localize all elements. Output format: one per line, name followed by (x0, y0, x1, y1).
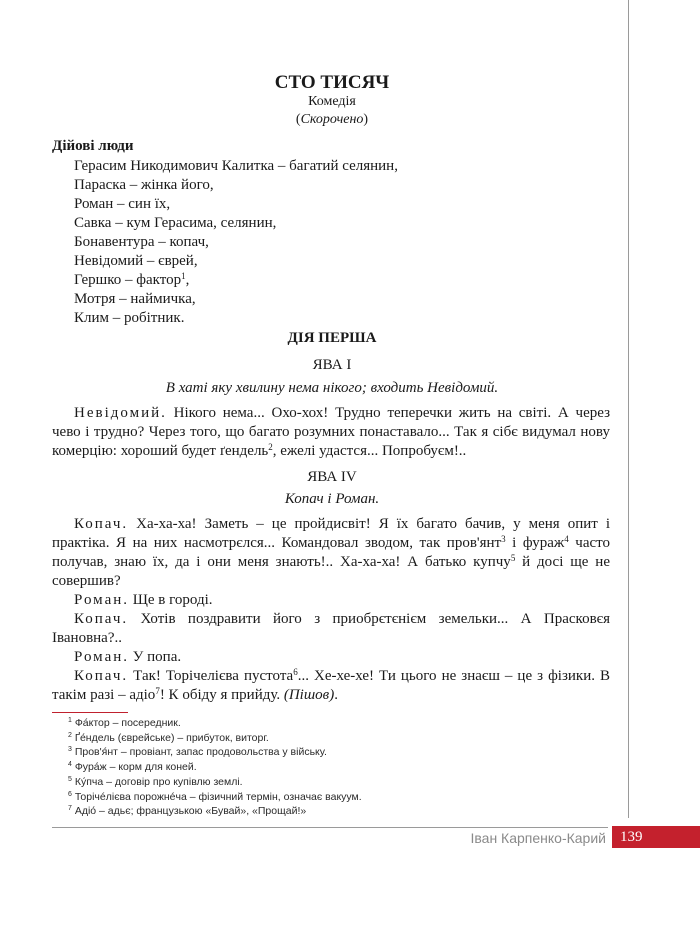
speech-text: Так! Торічелієва пустота (128, 668, 294, 684)
footnote-text: Ку́пча – договір про купівлю землі. (74, 775, 243, 788)
act-heading: ДІЯ ПЕРША (287, 330, 377, 346)
footnote-ref[interactable]: 6 (293, 667, 298, 677)
cast-item: Савка – кум Герасима, селянин, (74, 215, 277, 231)
footnote-text: Пров'я́нт – провіант, запас продовольства у війську. (74, 746, 327, 759)
speech-text: Хотів поздравити його з приобрєтєнієм земельки... А Прасковєя Івановна?.. (52, 611, 610, 646)
speaker-name: Роман. (74, 649, 130, 665)
speech-text: У попа. (129, 649, 182, 665)
replica-roman-1 (52, 591, 610, 610)
footnote-text: Адіо́ – адьє; французькою «Бувай», «Прощай!» (74, 805, 307, 818)
footnote-number: 7 (68, 805, 72, 813)
scene-4-stage-direction: Копач і Роман. (284, 491, 380, 507)
cast-list (74, 157, 398, 328)
footnote (52, 745, 362, 760)
page-edge-rule (628, 0, 629, 818)
replica-kopach-3 (52, 667, 610, 705)
abridged-note (52, 112, 612, 128)
footnotes-list (52, 716, 362, 819)
footnote (52, 731, 362, 746)
scene-1-stage-direction: В хаті яку хвилину нема нікого; входить Невідомий. (165, 380, 499, 396)
footnote-ref[interactable]: 4 (564, 534, 569, 544)
speaker-name: Копач. (74, 611, 129, 627)
footnote-number: 5 (68, 775, 72, 783)
speech-text: . (334, 687, 338, 703)
replica-kopach-2 (52, 610, 610, 648)
speech-text: й досі ще не совершив? (52, 554, 610, 589)
speaker-name: Роман. (74, 592, 130, 608)
footnote (52, 716, 362, 731)
footnote (52, 804, 362, 819)
scene-1-heading: ЯВА І (312, 357, 352, 373)
replica-kopach-1 (52, 515, 610, 591)
scene-1-speech (52, 404, 610, 461)
open-paren: ( (295, 112, 301, 127)
speech-text: , ежелі удастся... Попробуєм!.. (272, 443, 467, 459)
play-title: СТО ТИСЯЧ (274, 72, 390, 93)
cast-item: Клим – робітник. (74, 310, 185, 326)
footnote (52, 760, 362, 775)
footnote-text: Торічéлієва порожнéча – фізичний термін, означає вакуум. (74, 790, 362, 803)
speech-text: Нікого нема... Охо-хох! Трудно теперечки жить на світі. А через чево і трудно? Через того, що багато розумних понаставало... Так я сібє видумал нову комерцію: хороший будет ґендель (52, 405, 610, 459)
cast-item: Бонавентура – копач, (74, 234, 209, 250)
scene-4-heading: ЯВА IV (307, 469, 357, 485)
cast-item: Мотря – наймичка, (74, 291, 196, 307)
speaker-name: Копач. (74, 668, 129, 684)
speaker-name: Невідомий. (74, 405, 167, 421)
speaker-name: Копач. (74, 516, 129, 532)
footnote-text: Фура́ж – корм для коней. (74, 761, 197, 774)
speech-text: і фураж (505, 535, 565, 551)
speech-text: Ха-ха-ха! Заметь – це пройдисвіт! Я їх багато бачив, у меня опит і практіка. Я на них насмотрєлся... Командовал зводом, так пров'янт (52, 516, 610, 551)
cast-item: Невідомий – єврей, (74, 253, 198, 269)
cast-item: Герасим Никодимович Калитка – багатий селянин, (74, 158, 398, 174)
footnote-ref[interactable]: 7 (155, 686, 160, 696)
footnote-number: 3 (68, 746, 72, 754)
footnote (52, 790, 362, 805)
footnote-ref[interactable]: 3 (501, 534, 506, 544)
speech-text: часто получав, знаю їх, да і они меня знають!.. Ха-ха-ха! А батько купчу (52, 535, 610, 570)
footnote-text: Ґе́ндель (єврейське) – прибуток, виторг. (74, 731, 269, 744)
footnote-number: 2 (68, 731, 72, 739)
footnote-ref[interactable]: 1 (181, 271, 186, 281)
speech-text: ! К обіду я прийду. (159, 687, 284, 703)
footnote-separator (52, 712, 128, 713)
cast-item-gershko (74, 271, 398, 290)
dramatis-heading: Дійові люди (52, 138, 134, 154)
footnote-number: 1 (68, 717, 72, 724)
footnote-text: Фа́ктор – посередник. (74, 717, 181, 729)
speech-text: Ще в городі. (129, 592, 213, 608)
cast-item-text: Гершко – фактор (74, 272, 182, 288)
footnote-number: 4 (68, 761, 72, 769)
footnote (52, 775, 362, 790)
close-paren: ) (363, 112, 369, 127)
footnote-ref[interactable]: 5 (510, 553, 516, 563)
page-number-badge: 139 (612, 826, 700, 848)
footnote-ref[interactable]: 2 (268, 442, 273, 452)
play-genre: Комедія (308, 94, 356, 109)
cast-item: Роман – син їх, (74, 196, 171, 212)
cast-item-comma: , (185, 272, 190, 288)
cast-item: Параска – жінка його, (74, 177, 214, 193)
exit-stage-direction: (Пішов) (283, 687, 335, 703)
footer-rule (52, 827, 608, 828)
speech-text: ... Хе-хе-хе! Ти цього не знаєш – це з фізики. В такім разі – адіо (52, 668, 610, 703)
replica-roman-2 (52, 648, 610, 667)
running-head-author: Іван Карпенко-Карий (470, 830, 606, 846)
footnote-number: 6 (68, 790, 72, 798)
abridged-label: Скорочено (300, 112, 364, 127)
